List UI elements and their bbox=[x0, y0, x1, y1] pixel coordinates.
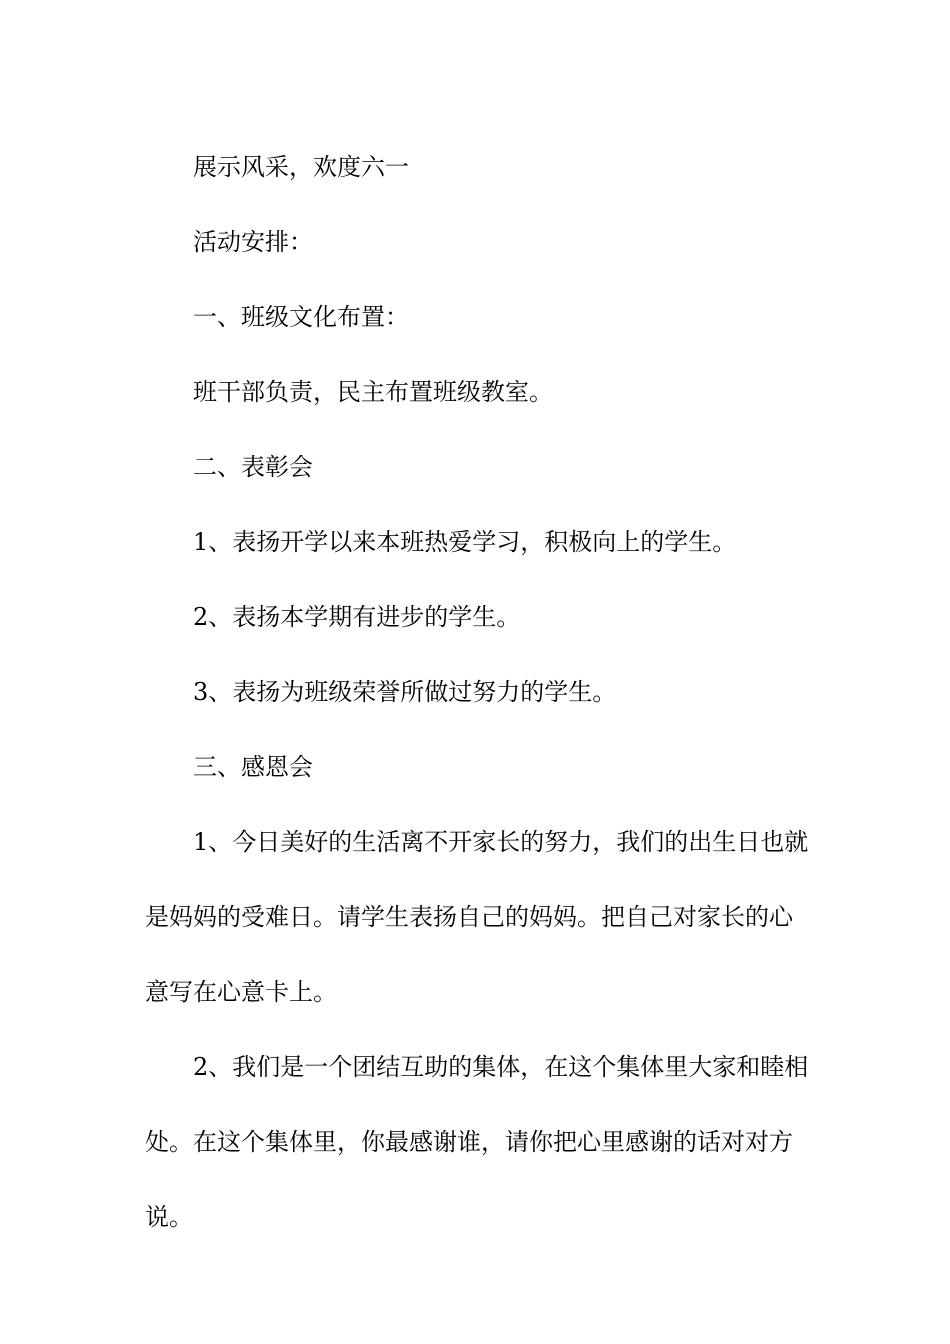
paragraph-activity-arrangement: 活动安排： bbox=[193, 228, 313, 256]
paragraph-section-2-item-1: 1、表扬开学以来本班热爱学习，积极向上的学生。 bbox=[193, 528, 737, 556]
paragraph-section-3-heading: 三、感恩会 bbox=[193, 753, 313, 781]
paragraph-section-1-body: 班干部负责，民主布置班级教室。 bbox=[193, 378, 553, 406]
paragraph-section-3-item-2: 2、我们是一个团结互助的集体，在这个集体里大家和睦相处。在这个集体里，你最感谢谁，请你把心里感谢的话对对方说。 bbox=[145, 1053, 809, 1231]
paragraph-section-2-item-3: 3、表扬为班级荣誉所做过努力的学生。 bbox=[193, 678, 617, 706]
paragraph-title: 展示风采，欢度六一 bbox=[193, 153, 409, 181]
paragraph-section-2-item-2: 2、表扬本学期有进步的学生。 bbox=[193, 603, 521, 631]
document-body bbox=[145, 130, 810, 1255]
paragraph-section-2-heading: 二、表彰会 bbox=[193, 453, 313, 481]
paragraph-section-3-item-1: 1、今日美好的生活离不开家长的努力，我们的出生日也就是妈妈的受难日。请学生表扬自己的妈妈。把自己对家长的心意写在心意卡上。 bbox=[145, 828, 809, 1006]
paragraph-section-1-heading: 一、班级文化布置： bbox=[193, 303, 409, 331]
